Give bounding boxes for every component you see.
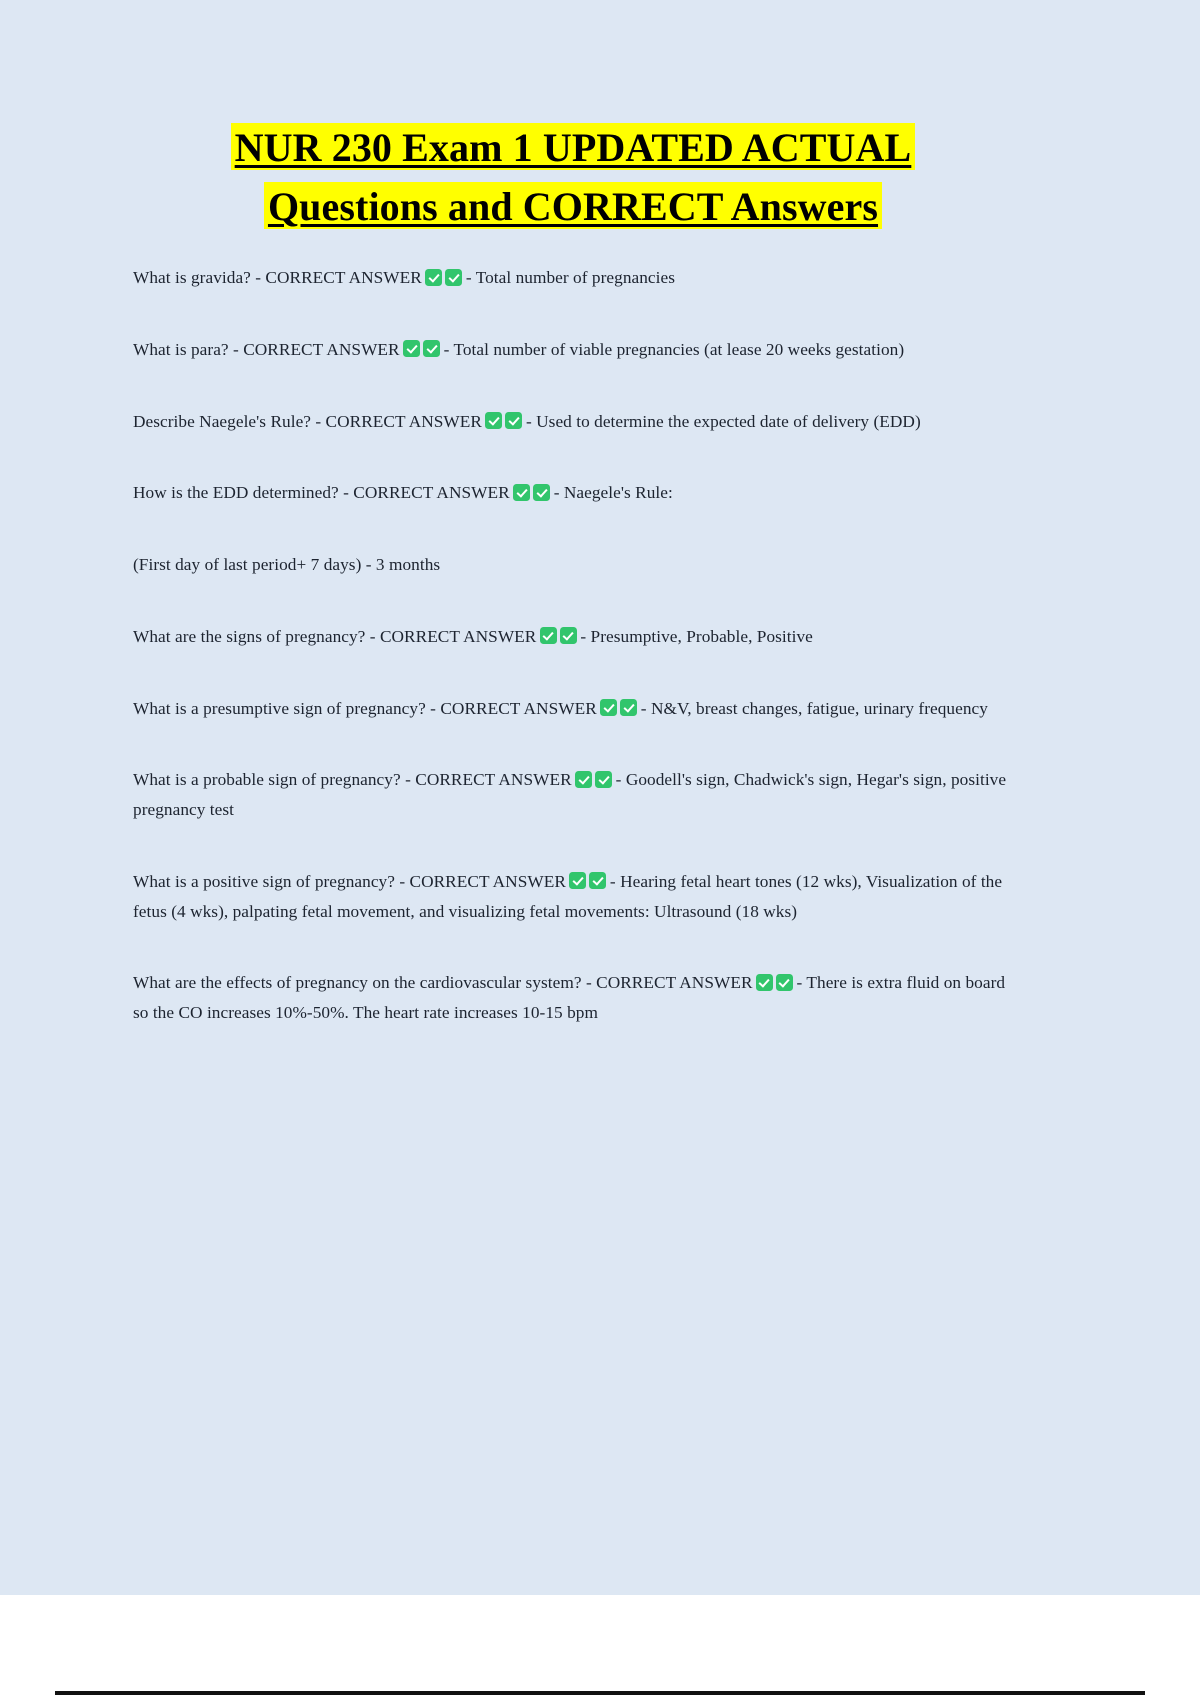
qa-answer: - Naegele's Rule:: [553, 483, 673, 503]
green-check-mark-icon: [423, 340, 440, 357]
qa-item-naegeles-rule: [133, 407, 1013, 437]
qa-question: What are the effects of pregnancy on the cardiovascular system? - CORRECT ANSWER: [133, 973, 753, 993]
green-check-mark-icon: [540, 627, 557, 644]
green-check-mark-icon: [505, 412, 522, 429]
green-check-mark-icon: [560, 627, 577, 644]
qa-question: What is a probable sign of pregnancy? - CORRECT ANSWER: [133, 770, 572, 790]
qa-question: Describe Naegele's Rule? - CORRECT ANSWER: [133, 411, 482, 431]
green-check-pair: [755, 968, 795, 998]
qa-item-positive-sign: [133, 867, 1013, 927]
qa-item-edd-formula: [133, 550, 1013, 580]
page-title: [133, 0, 1013, 233]
green-check-pair: [402, 335, 442, 365]
green-check-pair: [512, 478, 552, 508]
page-content: [133, 0, 1013, 1070]
qa-answer: (First day of last period+ 7 days) - 3 months: [133, 555, 441, 574]
green-check-mark-icon: [575, 771, 592, 788]
green-check-pair: [538, 622, 578, 652]
qa-question: What are the signs of pregnancy? - CORRECT ANSWER: [133, 626, 537, 646]
green-check-pair: [484, 407, 524, 437]
qa-item-cardiovascular-effects: [133, 968, 1013, 1028]
page-break-gap: [0, 1595, 1200, 1700]
qa-question: What is a presumptive sign of pregnancy? - CORRECT ANSWER: [133, 698, 597, 718]
green-check-pair: [424, 263, 464, 293]
qa-answer: - Hearing fetal heart tones (12 wks), Visualization of the fetus (4 wks), palpating fetal movement, and visualizing fetal movements: Ultrasound (18 wks): [133, 871, 1003, 921]
qa-question: What is a positive sign of pregnancy? - CORRECT ANSWER: [133, 871, 566, 891]
green-check-mark-icon: [445, 269, 462, 286]
qa-item-signs-of-pregnancy: [133, 622, 1013, 652]
next-page-top-rule: [55, 1691, 1145, 1695]
green-check-mark-icon: [595, 771, 612, 788]
qa-item-gravida: [133, 263, 1013, 293]
qa-answer: - Total number of pregnancies: [465, 268, 675, 287]
qa-item-edd-determined: [133, 478, 1013, 508]
green-check-mark-icon: [425, 269, 442, 286]
qa-answer: - Goodell's sign, Chadwick's sign, Hegar's sign, positive pregnancy test: [133, 770, 1007, 819]
qa-question: How is the EDD determined? - CORRECT ANSWER: [133, 483, 510, 503]
green-check-mark-icon: [569, 872, 586, 889]
qa-answer: - There is extra fluid on board so the CO increases 10%-50%. The heart rate increases 10-15 bpm: [133, 973, 1006, 1022]
qa-question: What is para? - CORRECT ANSWER: [133, 339, 400, 359]
qa-answer: - N&V, breast changes, fatigue, urinary frequency: [640, 698, 988, 718]
green-check-mark-icon: [776, 974, 793, 991]
qa-item-probable-sign: [133, 765, 1013, 825]
qa-answer: - Used to determine the expected date of delivery (EDD): [525, 411, 921, 431]
green-check-mark-icon: [620, 699, 637, 716]
qa-answer: - Total number of viable pregnancies (at lease 20 weeks gestation): [443, 339, 905, 359]
green-check-mark-icon: [756, 974, 773, 991]
qa-question: What is gravida? - CORRECT ANSWER: [133, 268, 422, 287]
green-check-pair: [574, 765, 614, 795]
green-check-mark-icon: [485, 412, 502, 429]
green-check-mark-icon: [600, 699, 617, 716]
green-check-pair: [568, 867, 608, 897]
qa-list: [133, 263, 1013, 1028]
green-check-mark-icon: [513, 484, 530, 501]
qa-item-para: [133, 335, 1013, 365]
green-check-pair: [599, 694, 639, 724]
green-check-mark-icon: [403, 340, 420, 357]
qa-item-presumptive-sign: [133, 694, 1013, 724]
page-title-line-2: Questions and CORRECT Answers: [133, 181, 1013, 233]
page-title-line-1: NUR 230 Exam 1 UPDATED ACTUAL: [133, 122, 1013, 174]
green-check-mark-icon: [533, 484, 550, 501]
green-check-mark-icon: [589, 872, 606, 889]
qa-answer: - Presumptive, Probable, Positive: [580, 626, 813, 646]
